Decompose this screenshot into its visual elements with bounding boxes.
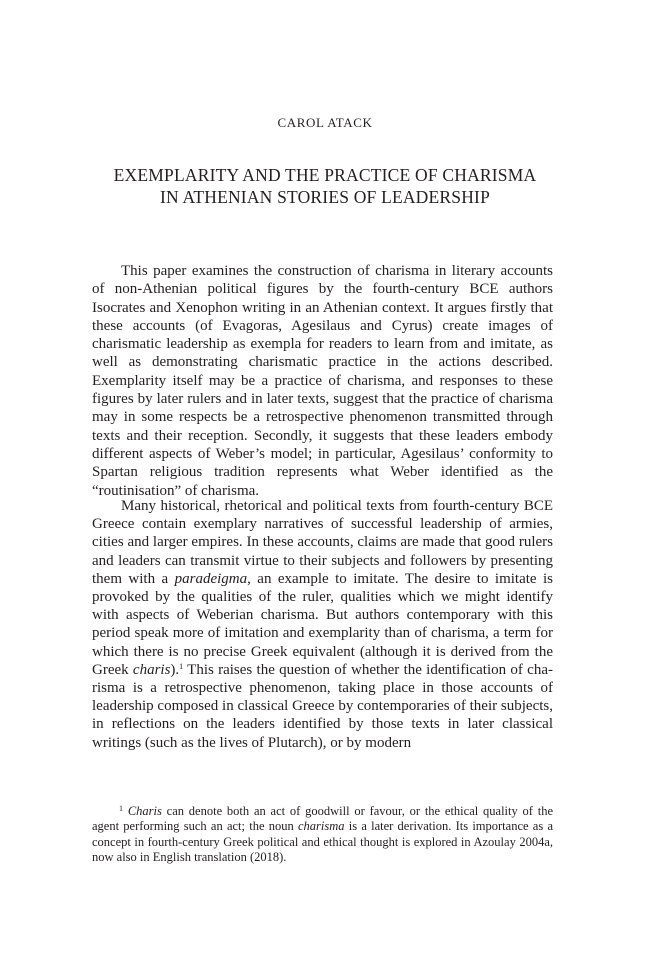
abstract-paragraph: This paper examines the construction of charisma in literary accounts of non-Athenian political figures by the fourth-century BCE authors Isocrates and Xenophon writing in an Athenian context. It argues firstly that these accounts (of Evagoras, Agesilaus and Cyrus) create images of charismatic leadership as exempla for readers to learn from and imitate, as well as demonstrating charismatic practice in the actions described. Exemplarity itself may be a practice of charisma, and responses to these figures by later rulers and in later texts, suggest that the practice of charisma may in some respects be a retrospective phenomenon transmitted through texts and their reception. Secondly, it suggests that these leaders embody different aspects of Weber’s model; in particular, Agesilaus’ conformity to Spartan religious tradition represents what Weber identified as the “routinisation” of charisma. bbox=[92, 263, 553, 499]
author-name: CAROL ATACK bbox=[277, 115, 373, 130]
footnote-text-b: is a later derivation. Its importance as a concept in fourth-century Greek political and ethical thought is explored in Azoulay 2004a, now also in English translation (2018). bbox=[92, 819, 553, 865]
title-line-2: IN ATHENIAN STORIES OF LEADERSHIP bbox=[159, 187, 491, 207]
footnote bbox=[92, 801, 553, 866]
body-text-c: ). bbox=[170, 661, 180, 678]
footnote-term-charis: Charis bbox=[127, 804, 162, 818]
footnote-marker: 1 bbox=[119, 804, 123, 813]
footnote-reference[interactable]: 1 bbox=[179, 661, 184, 671]
footnote-term-charisma: charisma bbox=[297, 819, 345, 834]
title-line-1: EXEMPLARITY AND THE PRACTICE OF CHARISMA bbox=[113, 165, 537, 185]
term-charis: charis bbox=[132, 661, 171, 678]
body-text-d: This raises the question of whether the identification of charisma is a retrospective phenomenon, taking place in those accounts of leadership composed in classical Greece by contemporaries of their subjects, in reflections on the leaders identified by those texts in later classical writings (such as the lives of Plutarch), or by modern bbox=[92, 661, 553, 751]
body-paragraph bbox=[92, 497, 553, 752]
term-paradeigma: paradeigma bbox=[174, 570, 248, 587]
paper-title bbox=[60, 164, 590, 208]
footnote-text-a: can denote both an act of goodwill or favour, or the ethical quality of the agent performing such an act; the noun bbox=[92, 804, 554, 834]
body-text-b: , an example to imitate. The desire to imitate is provoked by the qualities of the ruler, qualities which we might identify with aspects of Weberian charisma. But authors contemporary with this period speak more of imitation and exemplarity than of charisma, a term for which there is no precise Greek equivalent (although it is derived from the Greek bbox=[92, 570, 553, 678]
body-text-a: Many historical, rhetorical and political texts from fourth-century BCE Greece contain exemplary narratives of successful leadership of armies, cities and larger empires. In these accounts, claims are made that good rulers and leaders can transmit virtue to their subjects and followers by presenting them with a bbox=[92, 498, 553, 587]
